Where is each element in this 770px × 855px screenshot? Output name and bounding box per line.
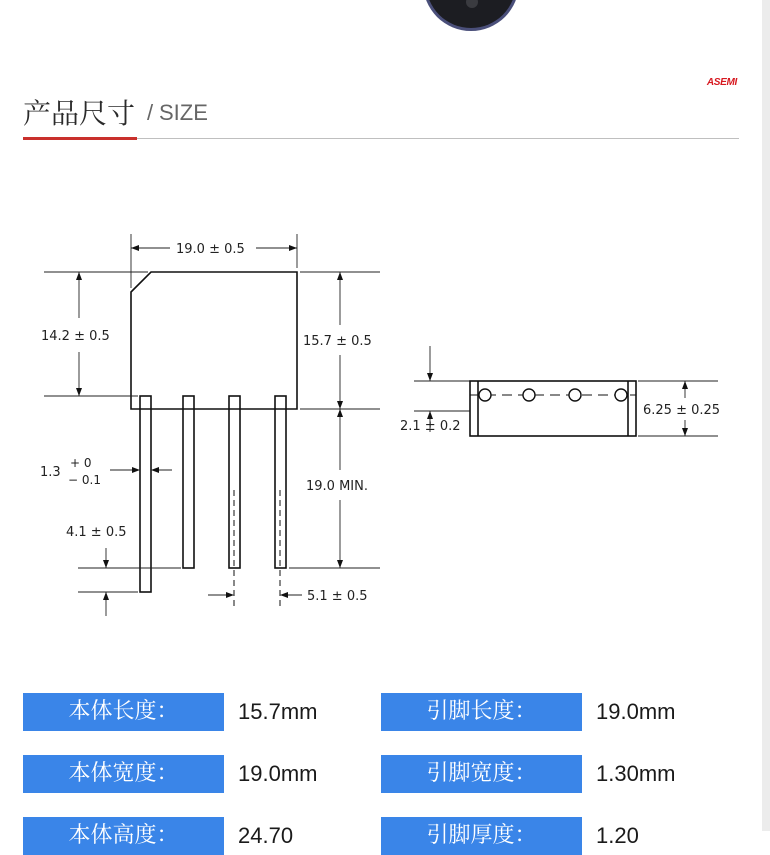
section-title-en: SIZE — [159, 100, 208, 125]
spec-value-body-height: 24.70 — [238, 823, 294, 848]
dim-lead-width-minus: − 0.1 — [68, 473, 101, 487]
spec-value-lead-length: 19.0mm — [596, 699, 676, 724]
spec-value-lead-thickness: 1.20 — [596, 823, 639, 848]
dim-pitch: 5.1 ± 0.5 — [307, 589, 368, 604]
spec-label-body-height: 本体高度： — [23, 817, 224, 855]
dim-width-top: 19.0 ± 0.5 — [176, 242, 245, 257]
dim-body-height-left: 14.2 ± 0.5 — [41, 329, 110, 344]
spec-value-lead-width: 1.30mm — [596, 761, 676, 786]
lead-2 — [183, 396, 194, 568]
spec-label-lead-width: 引脚宽度： — [381, 755, 582, 793]
side-lead-4 — [615, 389, 627, 401]
spec-value-body-width: 19.0mm — [238, 761, 318, 786]
spec-label-lead-length: 引脚长度： — [381, 693, 582, 731]
dim-lead-length: 19.0 MIN. — [306, 479, 368, 494]
brand-logo: ASEMI — [706, 77, 737, 88]
side-lead-2 — [523, 389, 535, 401]
spec-label-body-width: 本体宽度： — [23, 755, 224, 793]
dim-lead-width-base: 1.3 — [40, 465, 61, 480]
section-title-separator: / — [147, 100, 154, 125]
dim-lead-offset: 4.1 ± 0.5 — [66, 525, 127, 540]
component-body-outline — [131, 272, 297, 409]
spec-label-body-length: 本体长度： — [23, 693, 224, 731]
spec-value-body-length: 15.7mm — [238, 699, 318, 724]
side-lead-3 — [569, 389, 581, 401]
dim-side-thickness: 2.1 ± 0.2 — [400, 419, 461, 434]
dim-side-height: 6.25 ± 0.25 — [643, 403, 721, 418]
section-title-cn: 产品尺寸 — [23, 97, 136, 130]
side-lead-1 — [479, 389, 491, 401]
side-view-body — [470, 381, 636, 436]
dim-lead-width-plus: + 0 — [70, 456, 92, 470]
spec-label-lead-thickness: 引脚厚度： — [381, 817, 582, 855]
lead-1 — [140, 396, 151, 592]
dim-body-height-right: 15.7 ± 0.5 — [303, 334, 372, 349]
